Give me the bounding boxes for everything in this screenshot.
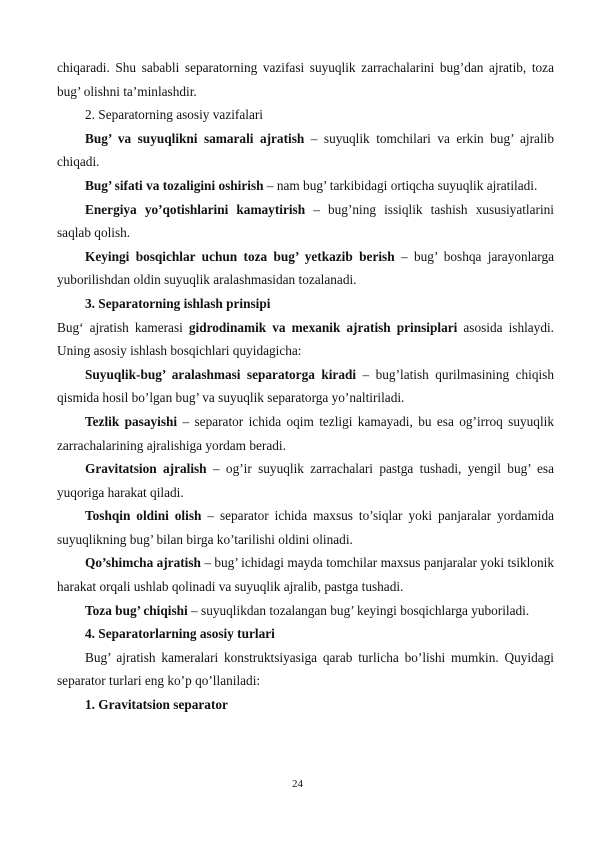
bold-term: Suyuqlik-bug’ aralashmasi separatorga kiradi (85, 366, 357, 382)
paragraph (57, 599, 554, 623)
paragraph-text: – bug’ ichidagi mayda tomchilar maxsus panjaralar yoki tsiklonik harakat orqali ushlab qolinadi va suyuqlik ajralib, pastga tushadi. (57, 555, 555, 595)
bold-term: Toshqin oldini olish (85, 508, 202, 524)
bold-term: Keyingi bosqichlar uchun toza bug’ yetkazib berish (85, 248, 395, 264)
paragraph: Bug’ ajratish kameralari konstruktsiyasiga qarab turlicha bo’lishi mumkin. Quyidagi separator turlari eng ko’p qo’llaniladi: (57, 649, 554, 689)
paragraph-text: – separator ichida maxsus to’siqlar yoki panjaralar yordamida suyuqlikning bug’ bilan birga ko’tarilishi oldini olinadi. (57, 508, 554, 547)
bold-term: Energiya yo’qotishlarini kamaytirish (85, 201, 306, 217)
paragraph-text: – suyuqlik tomchilari va erkin bug’ ajralib chiqadi. (57, 130, 554, 170)
paragraph (57, 551, 554, 598)
subsection-heading (57, 693, 554, 717)
paragraph (57, 457, 554, 504)
page-number: 24 (292, 778, 303, 790)
paragraph-text: – suyuqlikdan tozalangan bug’ keyingi bosqichlarga yuboriladi. (187, 602, 530, 618)
paragraph (57, 245, 554, 292)
bold-term: gidrodinamik va mexanik ajratish prinsiplari (188, 319, 458, 335)
bold-term: Qo’shimcha ajratish (85, 555, 201, 571)
paragraph-text: – og’ir suyuqlik zarrachalari pastga tushadi, yengil bug’ esa yuqoriga harakat qiladi. (57, 461, 555, 500)
paragraph (57, 410, 554, 457)
bold-term: Gravitatsion ajralish (85, 461, 207, 477)
paragraph: chiqaradi. Shu sababli separatorning vazifasi suyuqlik zarrachalarini bug’dan ajratib, toza bug’ olishni ta’minlashdir. (57, 60, 554, 99)
paragraph-text: – separator ichida oqim tezligi kamayadi, bu esa og’irroq suyuqlik zarrachalarining ajralishiga yordam beradi. (57, 413, 554, 453)
paragraph-text: asosida ishlaydi. Uning asosiy ishlash bosqichlari quyidagicha: (57, 319, 554, 359)
paragraph-text: – bug’ning issiqlik tashish xususiyatlarini saqlab qolish. (57, 201, 554, 241)
paragraph (57, 198, 554, 245)
paragraph (57, 504, 554, 551)
section-heading-text: 4. Separatorlarning asosiy turlari (85, 626, 275, 642)
paragraph-text: – bug’ boshqa jarayonlarga yuborilishdan oldin suyuqlik aralashmasidan tozalanadi. (57, 248, 554, 288)
section-heading (57, 292, 554, 316)
paragraph-text: – bug’latish qurilmasining chiqish qismida hosil bo’lgan bug’ va suyuqlik separatorga yo’naltiriladi. (57, 366, 555, 406)
list-item: 2. Separatorning asosiy vazifalari (85, 107, 263, 123)
bold-term: Tezlik pasayishi (85, 413, 178, 429)
subsection-heading-text: 1. Gravitatsion separator (85, 697, 228, 713)
paragraph-text: Bug‘ ajratish kamerasi (57, 319, 189, 335)
paragraph (57, 174, 554, 198)
paragraph-text: – nam bug’ tarkibidagi ortiqcha suyuqlik ajratiladi. (263, 177, 538, 193)
section-heading-text: 3. Separatorning ishlash prinsipi (85, 295, 271, 311)
paragraph (57, 127, 554, 174)
paragraph (57, 316, 554, 363)
bold-term: Bug’ sifati va tozaligini oshirish (85, 177, 264, 193)
section-heading (57, 622, 554, 646)
document-page (57, 56, 554, 717)
paragraph (57, 363, 554, 410)
bold-term: Toza bug’ chiqishi (85, 602, 188, 618)
bold-term: Bug’ va suyuqlikni samarali ajratish (85, 130, 305, 146)
